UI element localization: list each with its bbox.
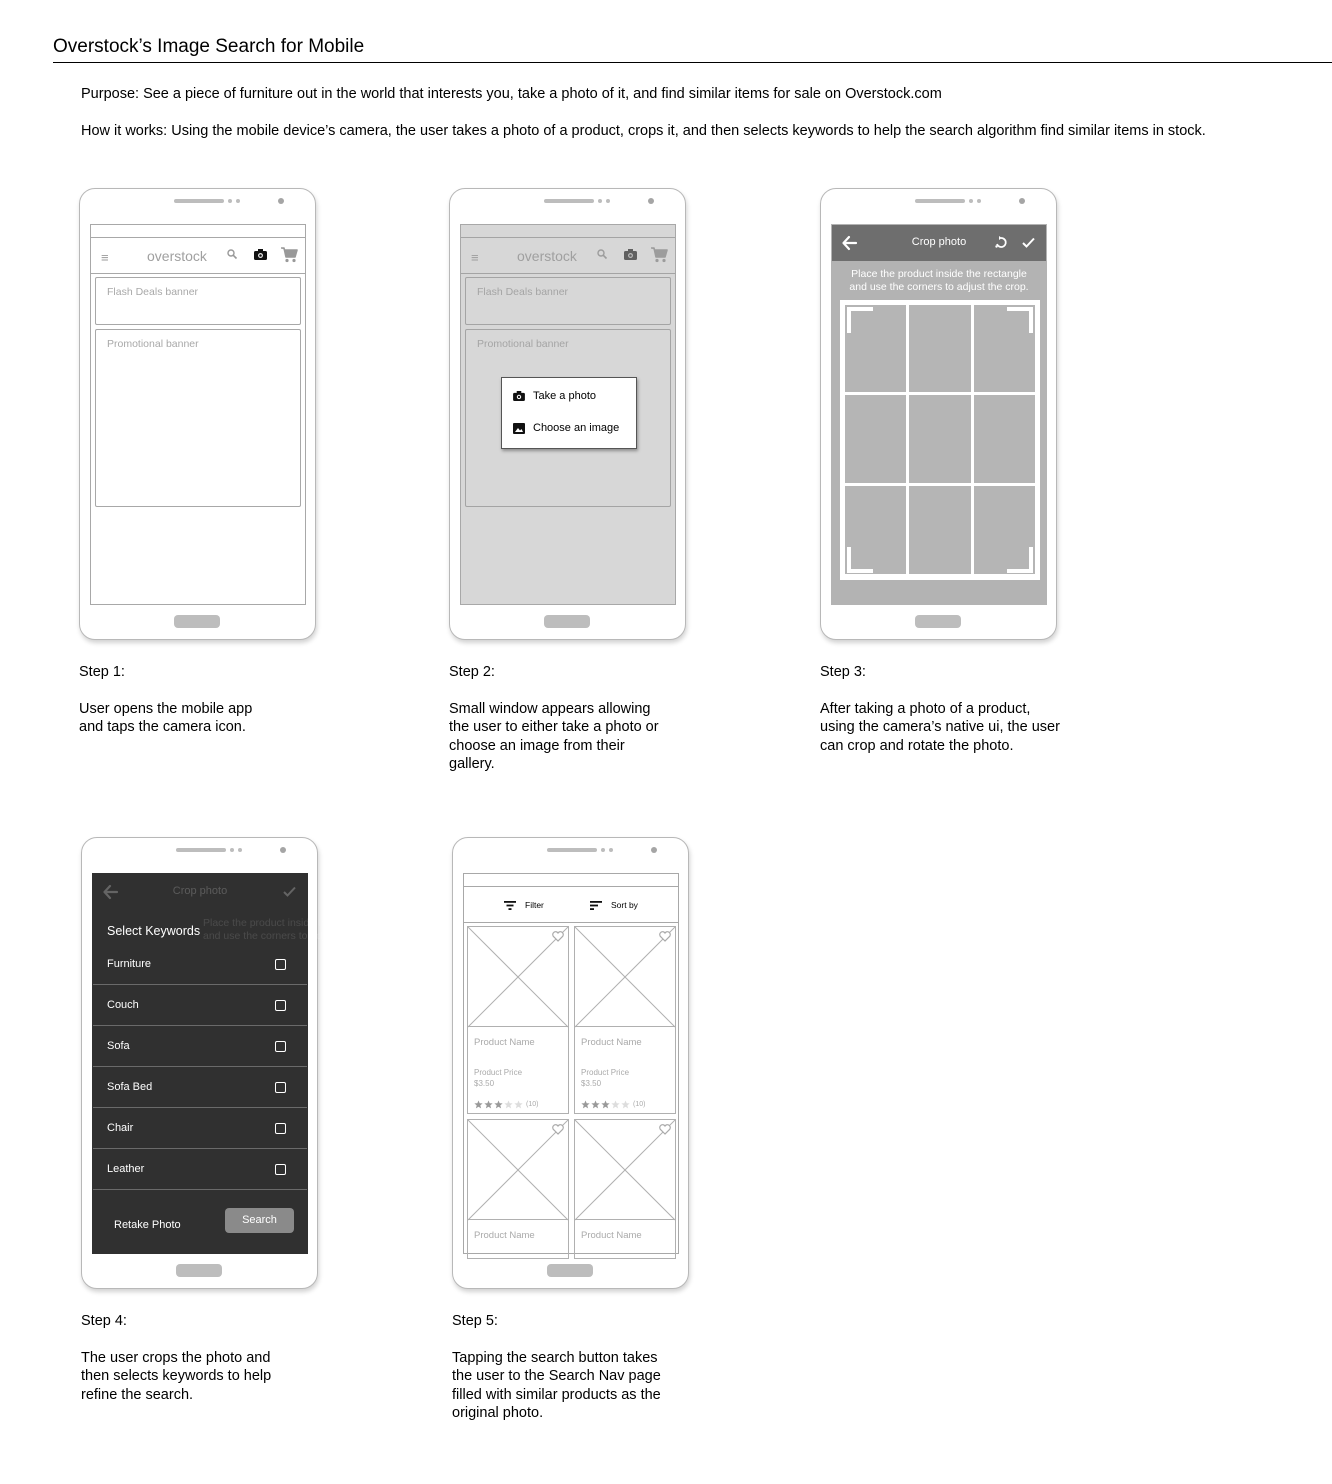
- product-price: Product Price $3.50: [581, 1068, 630, 1088]
- flash-deals-banner[interactable]: Flash Deals banner: [95, 277, 301, 325]
- title-divider: [53, 62, 1332, 63]
- keyword-checkbox[interactable]: [275, 959, 286, 970]
- keyword-row-sofa[interactable]: Sofa: [93, 1026, 307, 1067]
- crop-grid-cell: [909, 486, 971, 574]
- overstock-logo: overstock: [517, 248, 577, 264]
- step-5-text: Tapping the search button takes the user to the Search Nav page filled with similar products as the original photo.: [452, 1350, 661, 1422]
- cart-icon[interactable]: [280, 246, 298, 263]
- filter-sort-bar: [464, 887, 678, 923]
- product-card[interactable]: [467, 1119, 569, 1259]
- star-rating: [474, 1100, 538, 1109]
- take-photo-option[interactable]: [513, 388, 596, 404]
- keyword-row-furniture[interactable]: Furniture: [93, 944, 307, 985]
- promotional-banner[interactable]: Promotional banner: [95, 329, 301, 507]
- phone-camera-dot: [278, 198, 284, 204]
- product-price: Product Price $3.50: [474, 1068, 523, 1088]
- phone-camera-dot: [651, 847, 657, 853]
- phone-speaker: [547, 848, 597, 852]
- star-rating: [581, 1100, 645, 1109]
- heart-icon[interactable]: [659, 931, 671, 942]
- crop-grid-cell: [974, 395, 1035, 483]
- search-button[interactable]: Search: [225, 1208, 294, 1233]
- step-2-text: Small window appears allowing the user to either take a photo or choose an image from their gallery.: [449, 701, 659, 773]
- page-title: Overstock’s Image Search for Mobile: [53, 36, 365, 57]
- phone-step-3: [820, 188, 1057, 640]
- phone-step-4: [81, 837, 383, 1289]
- photo-source-popup: [501, 377, 637, 449]
- crop-instructions: Place the product inside the rectangle and use the corners to adjust the crop.: [849, 268, 1029, 293]
- step-1-text: User opens the mobile app and taps the camera icon.: [79, 701, 253, 736]
- crop-grid-cell: [909, 305, 971, 392]
- phone-speaker: [915, 199, 965, 203]
- how-it-works-text: How it works: Using the mobile device’s camera, the user takes a photo of a product, crops it, and then selects keywords to help the search algorithm find similar items in stock.: [81, 123, 1206, 139]
- product-image-placeholder[interactable]: [575, 927, 675, 1027]
- retake-photo-button[interactable]: Retake Photo: [114, 1219, 181, 1231]
- product-card[interactable]: [574, 926, 676, 1114]
- confirm-check-icon[interactable]: [1022, 237, 1035, 248]
- flash-deals-banner: Flash Deals banner: [465, 277, 671, 325]
- phone-speaker: [544, 199, 594, 203]
- image-icon: [513, 423, 525, 434]
- step-3-title: Step 3:: [820, 664, 866, 680]
- home-screen-with-popup: [460, 224, 676, 605]
- filter-icon: [504, 901, 516, 910]
- keyword-checkbox[interactable]: [275, 1164, 286, 1175]
- star-icon: [514, 1100, 523, 1109]
- crop-title: Crop photo: [911, 236, 967, 248]
- take-photo-label: Take a photo: [533, 390, 596, 402]
- step-4-title: Step 4:: [81, 1313, 127, 1329]
- phone-home-button: [174, 615, 220, 628]
- keywords-screen: [92, 873, 383, 1254]
- product-card[interactable]: [574, 1119, 676, 1259]
- crop-handle-bottom-left[interactable]: [847, 547, 873, 573]
- filter-button[interactable]: Filter: [504, 900, 544, 910]
- keywords-panel: [93, 874, 383, 1253]
- faded-crop-instructions: Place the product inside the rectangle and use the corners to adjust the crop.: [203, 917, 383, 942]
- phone-home-button: [176, 1264, 222, 1277]
- phone-speaker: [174, 199, 224, 203]
- sort-icon: [590, 901, 602, 910]
- crop-area[interactable]: [840, 300, 1040, 580]
- step-2-title: Step 2:: [449, 664, 495, 680]
- phone-home-button: [544, 615, 590, 628]
- phone-step-2: [449, 188, 686, 640]
- step-3-text: After taking a photo of a product, using the camera’s native ui, the user can crop and rotate the photo.: [820, 701, 1060, 754]
- overstock-logo: overstock: [147, 248, 207, 264]
- phone-step-5: [452, 837, 689, 1289]
- product-name: Product Name: [474, 1230, 535, 1241]
- product-image-placeholder[interactable]: [468, 927, 568, 1027]
- star-icon: [611, 1100, 620, 1109]
- status-bar: [91, 225, 305, 238]
- hamburger-menu-icon: ≡: [471, 250, 479, 265]
- purpose-text: Purpose: See a piece of furniture out in the world that interests you, take a photo of it, and find similar items for sale on Overstock.com: [81, 86, 942, 102]
- keyword-checkbox[interactable]: [275, 1000, 286, 1011]
- keyword-row-sofa-bed[interactable]: Sofa Bed: [93, 1067, 307, 1108]
- camera-icon[interactable]: [254, 249, 267, 260]
- product-card[interactable]: [467, 926, 569, 1114]
- heart-icon[interactable]: [659, 1124, 671, 1135]
- keyword-checkbox[interactable]: [275, 1082, 286, 1093]
- select-keywords-title: Select Keywords: [107, 924, 201, 938]
- review-count: (10): [633, 1101, 646, 1108]
- status-bar: [464, 874, 678, 887]
- crop-grid-cell: [845, 395, 906, 483]
- heart-icon[interactable]: [552, 1124, 564, 1135]
- step-4-text: The user crops the photo and then selects keywords to help refine the search.: [81, 1350, 272, 1403]
- product-image-placeholder[interactable]: [575, 1120, 675, 1220]
- crop-handle-top-left[interactable]: [847, 307, 873, 333]
- phone-camera-dot: [1019, 198, 1025, 204]
- choose-image-option[interactable]: [513, 420, 619, 436]
- hamburger-menu-icon[interactable]: ≡: [101, 250, 109, 265]
- star-icon: [474, 1100, 483, 1109]
- product-image-placeholder[interactable]: [468, 1120, 568, 1220]
- faded-crop-title: Crop photo: [172, 885, 228, 897]
- product-name: Product Name: [581, 1230, 642, 1241]
- star-icon: [601, 1100, 610, 1109]
- keyword-checkbox[interactable]: [275, 1041, 286, 1052]
- review-count: (10): [526, 1101, 539, 1108]
- phone-home-button: [547, 1264, 593, 1277]
- star-icon: [621, 1100, 630, 1109]
- phone-home-button: [915, 615, 961, 628]
- crop-handle-bottom-right[interactable]: [1007, 547, 1033, 573]
- keyword-row-leather[interactable]: Leather: [93, 1149, 307, 1190]
- keyword-checkbox[interactable]: [275, 1123, 286, 1134]
- promotional-banner: Promotional banner: [465, 329, 671, 507]
- search-results-screen: [463, 873, 679, 1254]
- crop-handle-top-right[interactable]: [1007, 307, 1033, 333]
- crop-toolbar: [832, 225, 1046, 261]
- star-icon: [504, 1100, 513, 1109]
- step-5-title: Step 5:: [452, 1313, 498, 1329]
- product-name: Product Name: [474, 1037, 535, 1048]
- app-header: [91, 238, 305, 274]
- phone-camera-dot: [280, 847, 286, 853]
- keyword-row-chair[interactable]: Chair: [93, 1108, 307, 1149]
- star-icon: [484, 1100, 493, 1109]
- choose-image-label: Choose an image: [533, 422, 620, 434]
- phone-speaker: [176, 848, 226, 852]
- product-name: Product Name: [581, 1037, 642, 1048]
- crop-screen: [831, 224, 1047, 605]
- confirm-check-icon: [283, 886, 296, 897]
- rotate-icon[interactable]: [995, 235, 1007, 249]
- keyword-row-couch[interactable]: Couch: [93, 985, 307, 1026]
- phone-step-1: [79, 188, 316, 640]
- crop-grid-cell: [909, 395, 971, 483]
- sort-button[interactable]: Sort by: [590, 900, 638, 910]
- search-icon[interactable]: [227, 249, 237, 259]
- star-icon: [591, 1100, 600, 1109]
- star-icon: [494, 1100, 503, 1109]
- phone-camera-dot: [648, 198, 654, 204]
- heart-icon[interactable]: [552, 931, 564, 942]
- star-icon: [581, 1100, 590, 1109]
- home-screen: [90, 224, 306, 605]
- camera-icon: [513, 391, 525, 401]
- step-1-title: Step 1:: [79, 664, 125, 680]
